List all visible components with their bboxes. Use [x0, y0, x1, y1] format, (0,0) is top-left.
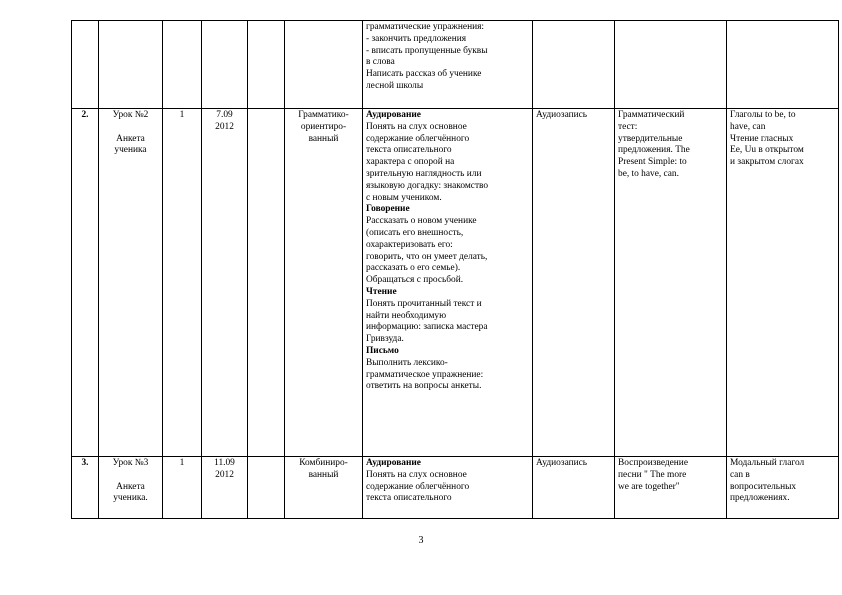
content-line: текста описательного	[366, 493, 452, 504]
cell-line: Present Simple: to	[618, 157, 687, 168]
content-line: грамматические упражнения:	[366, 22, 485, 32]
content-cell	[363, 109, 533, 457]
cell-line: Анкета	[116, 481, 145, 492]
cell-line	[102, 470, 159, 482]
cell-line: have, can	[730, 121, 766, 132]
cell-line: Ee, Uu в открытом	[730, 145, 804, 156]
content-line: характера с опорой на	[366, 157, 455, 168]
date-cell	[202, 457, 248, 519]
content-line: в слова	[366, 57, 395, 68]
control-cell	[615, 457, 727, 519]
content-line: содержание облегчённого	[366, 481, 470, 492]
cell-line: Урок №3	[112, 458, 149, 468]
lesson-number-cell: 2.	[72, 109, 99, 457]
content-line: говорить, что он умеет делать,	[366, 251, 488, 262]
cell-line: ученика	[114, 145, 147, 156]
lesson-type-cell	[285, 457, 363, 519]
content-line: информацию: записка мастера	[366, 322, 488, 333]
cell-line: can в	[730, 469, 750, 480]
table-row	[72, 21, 839, 109]
content-line: охарактеризовать его:	[366, 239, 453, 250]
cell-line	[102, 122, 159, 134]
skill-heading: Аудирование	[366, 458, 421, 468]
date-cell	[202, 109, 248, 457]
language-material-cell	[727, 109, 839, 457]
fact-date-cell	[248, 457, 285, 519]
table-row	[72, 457, 839, 519]
cell-line: Чтение гласных	[730, 133, 794, 144]
control-cell	[615, 109, 727, 457]
page-number: 3	[418, 535, 424, 546]
content-line: рассказать о его семье).	[366, 263, 461, 274]
cell-line: тест:	[618, 121, 638, 132]
content-line: текста описательного	[366, 145, 452, 156]
cell-line: Грамматический	[618, 110, 685, 120]
media-cell	[533, 21, 615, 109]
fact-date-cell	[248, 21, 285, 109]
content-line: Написать рассказ об ученике	[366, 69, 482, 80]
cell-line: be, to have, can.	[618, 168, 679, 179]
lesson-number-cell: 3.	[72, 457, 99, 519]
cell-line: вопросительных	[730, 481, 797, 492]
content-line: - закончить предложения	[366, 33, 467, 44]
content-line: зрительную наглядность или	[366, 168, 482, 179]
cell-line: we are together"	[618, 481, 680, 492]
content-line: содержание облегчённого	[366, 133, 470, 144]
cell-line: и закрытом слогах	[730, 157, 804, 168]
cell-line: ориентиро-	[300, 121, 347, 132]
fact-date-cell	[248, 109, 285, 457]
content-cell	[363, 457, 533, 519]
table-body	[72, 21, 839, 519]
lesson-number-cell	[72, 21, 99, 109]
cell-line: 2012	[215, 121, 234, 132]
lesson-plan-table	[71, 20, 839, 519]
lesson-topic-cell	[99, 457, 163, 519]
hours-cell: 1	[163, 457, 202, 519]
skill-heading: Говорение	[366, 204, 410, 215]
content-line: Выполнить лексико-	[366, 357, 448, 368]
cell-line: Глаголы to be, to	[730, 110, 796, 120]
cell-line: ванный	[308, 133, 339, 144]
cell-line: песни " The more	[618, 469, 687, 480]
content-line: с новым учеником.	[366, 192, 442, 203]
cell-line: Анкета	[116, 133, 145, 144]
cell-line: ученика.	[113, 493, 148, 504]
content-line: Понять на слух основное	[366, 469, 467, 480]
control-cell	[615, 21, 727, 109]
content-line: лесной школы	[366, 80, 424, 91]
cell-line: утвердительные	[618, 133, 683, 144]
skill-heading: Аудирование	[366, 110, 421, 120]
lesson-topic-cell	[99, 21, 163, 109]
cell-line: 7.09	[216, 110, 233, 120]
content-cell	[363, 21, 533, 109]
skill-heading: Чтение	[366, 286, 397, 297]
cell-line: Модальный глагол	[730, 458, 805, 468]
media-cell: Аудиозапись	[533, 109, 615, 457]
content-line: найти необходимую	[366, 310, 447, 321]
cell-line: предложениях.	[730, 493, 790, 504]
cell-line: Грамматико-	[298, 110, 349, 120]
language-material-cell	[727, 21, 839, 109]
hours-cell: 1	[163, 109, 202, 457]
language-material-cell	[727, 457, 839, 519]
lesson-type-cell	[285, 21, 363, 109]
cell-line: ванный	[308, 469, 339, 480]
cell-line: 11.09	[214, 458, 235, 468]
content-line: (описать его внешность,	[366, 227, 464, 238]
cell-line: 2012	[215, 469, 234, 480]
content-line: ответить на вопросы анкеты.	[366, 381, 482, 392]
media-cell: Аудиозапись	[533, 457, 615, 519]
content-line: Рассказать о новом ученике	[366, 216, 477, 227]
table-row	[72, 109, 839, 457]
content-line: грамматическое упражнение:	[366, 369, 484, 380]
cell-line: Урок №2	[112, 110, 149, 120]
content-line: языковую догадку: знакомство	[366, 180, 489, 191]
content-line: Гривзуда.	[366, 334, 404, 345]
content-line: Обращаться с просьбой.	[366, 275, 464, 286]
hours-cell	[163, 21, 202, 109]
lesson-topic-cell	[99, 109, 163, 457]
skill-heading: Письмо	[366, 345, 399, 356]
cell-line: предложения. The	[618, 145, 690, 156]
cell-line: Комбиниро-	[299, 458, 348, 468]
content-line: Понять прочитанный текст и	[366, 298, 482, 309]
date-cell	[202, 21, 248, 109]
content-line: - вписать пропущенные буквы	[366, 45, 488, 56]
cell-line: Воспроизведение	[618, 458, 688, 468]
lesson-type-cell	[285, 109, 363, 457]
content-line: Понять на слух основное	[366, 121, 467, 132]
